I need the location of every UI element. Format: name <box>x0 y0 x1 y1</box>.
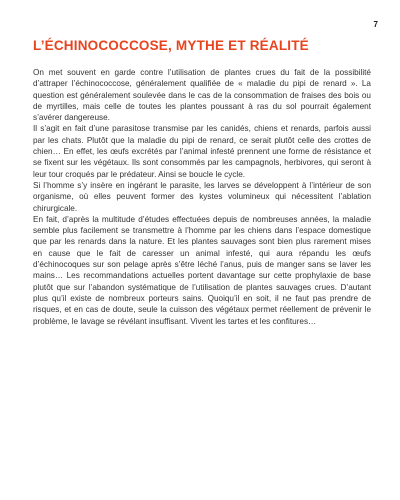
page-number: 7 <box>373 20 378 29</box>
paragraph-3: Si l’homme s’y insère en ingérant le parasite, les larves se développent à l’intérieur de son organisme, où elles peuvent former des kystes volumineux qui nécessitent l’ablation chirurgicale. <box>33 180 371 213</box>
paragraph-1: On met souvent en garde contre l’utilisation de plantes crues du fait de la possibilité d’attraper l’échinococcose, généralement qualifiée de « maladie du pipi de renard ». La question est généralement soulevée dans le cas de la consommation de fraises des bois ou de myrtilles, mais celle de toutes les plantes poussant à ras du sol pourrait également s’avérer dangereuse. <box>33 68 371 123</box>
body-text <box>33 67 371 327</box>
section-heading: L’ÉCHINOCOCCOSE, MYTHE ET RÉALITÉ <box>33 38 309 53</box>
paragraph-2: Il s’agit en fait d’une parasitose transmise par les canidés, chiens et renards, parfois aussi par les chats. Plutôt que la maladie du pipi de renard, ce serait plutôt celle des crottes de chien… En effet, les œufs excrétés par l’animal infesté prennent une forme de résistance et se fixent sur les végétaux. Ils sont consommés par les campagnols, herbivores, qui seront à leur tour croqués par le prédateur. Ainsi se boucle le cycle. <box>33 124 371 179</box>
paragraph-4: En fait, d’après la multitude d’études effectuées depuis de nombreuses années, la maladie semble plus facilement se transmettre à l’homme par les chiens dans l’espace domestique que par les renards dans la nature. Et les plantes sauvages sont bien plus rarement mises en cause que le fait de caresser un animal infesté, qui aura répandu les œufs d’échinocoques sur son pelage après s’être léché l’anus, puis de manger sans se laver les mains… Les recommandations actuelles portent davantage sur cette prophylaxie de base plutôt que sur l’abandon systématique de l’utilisation de plantes sauvages crues. D’autant plus qu’il existe de nombreux porteurs sains. Quoiqu’il en soit, il ne faut pas prendre de risques, et en cas de doute, seule la cuisson des végétaux permet réellement de prévenir le problème, le lavage se révélant insuffisant. Vivent les tartes et les confitures… <box>33 214 371 326</box>
